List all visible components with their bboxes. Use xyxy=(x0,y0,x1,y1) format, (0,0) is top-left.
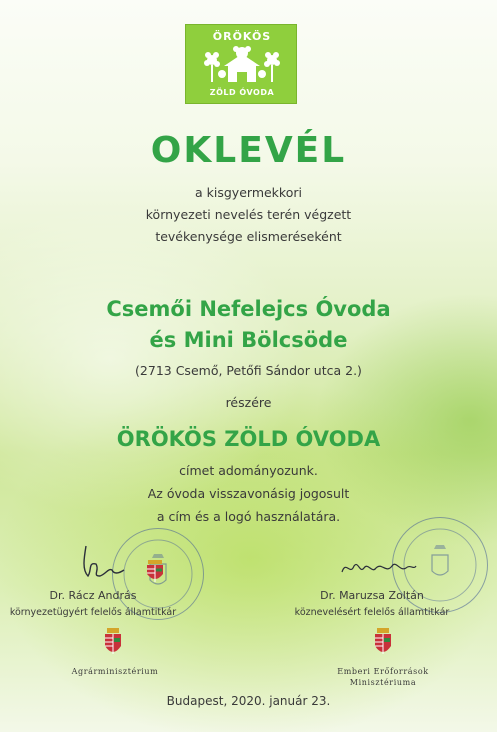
coat-of-arms-icon xyxy=(144,558,166,586)
grant-line: Az óvoda visszavonásig jogosult xyxy=(147,486,350,501)
recipient-suffix: részére xyxy=(225,395,272,410)
ministry-right-line1: Emberi Erőforrások xyxy=(337,667,429,676)
signature-left-icon xyxy=(78,540,128,582)
intro-line: környezeti nevelés terén végzett xyxy=(145,207,352,222)
flower-house-icon xyxy=(202,44,282,86)
award-title: ÖRÖKÖS ZÖLD ÓVODA xyxy=(116,427,381,451)
signatory-left-role: környezetügyért felelős államtitkár xyxy=(9,607,177,618)
signatory-right-role: köznevelésért felelős államtitkár xyxy=(294,607,450,618)
signature-right-icon xyxy=(338,552,418,586)
coat-of-arms-icon xyxy=(104,628,122,658)
intro-line: tevékenysége elismeréseként xyxy=(155,229,342,244)
grant-line: a cím és a logó használatára. xyxy=(156,509,341,524)
oroks-zold-ovoda-logo xyxy=(185,24,297,104)
coat-of-arms-icon xyxy=(374,628,392,658)
grant-line: címet adományozunk. xyxy=(179,463,318,478)
signatory-right-name: Dr. Maruzsa Zoltán xyxy=(320,589,424,602)
institution-address: (2713 Csemő, Petőfi Sándor utca 2.) xyxy=(135,363,362,378)
institution-name: Csemői Nefelejcs Óvoda xyxy=(106,297,391,321)
logo-text-top: ÖRÖKÖS xyxy=(212,30,272,43)
diploma-title: OKLEVÉL xyxy=(150,130,347,171)
signatory-left-name: Dr. Rácz András xyxy=(49,589,137,602)
ministry-left: Agrárminisztérium xyxy=(71,667,159,676)
ministry-right-line2: Minisztériuma xyxy=(349,678,417,687)
institution-name-cont: és Mini Bölcsöde xyxy=(149,328,348,352)
intro-line: a kisgyermekkori xyxy=(195,185,302,200)
logo-text-bottom: ZÖLD ÓVODA xyxy=(209,88,275,97)
issue-date: Budapest, 2020. január 23. xyxy=(166,694,331,708)
